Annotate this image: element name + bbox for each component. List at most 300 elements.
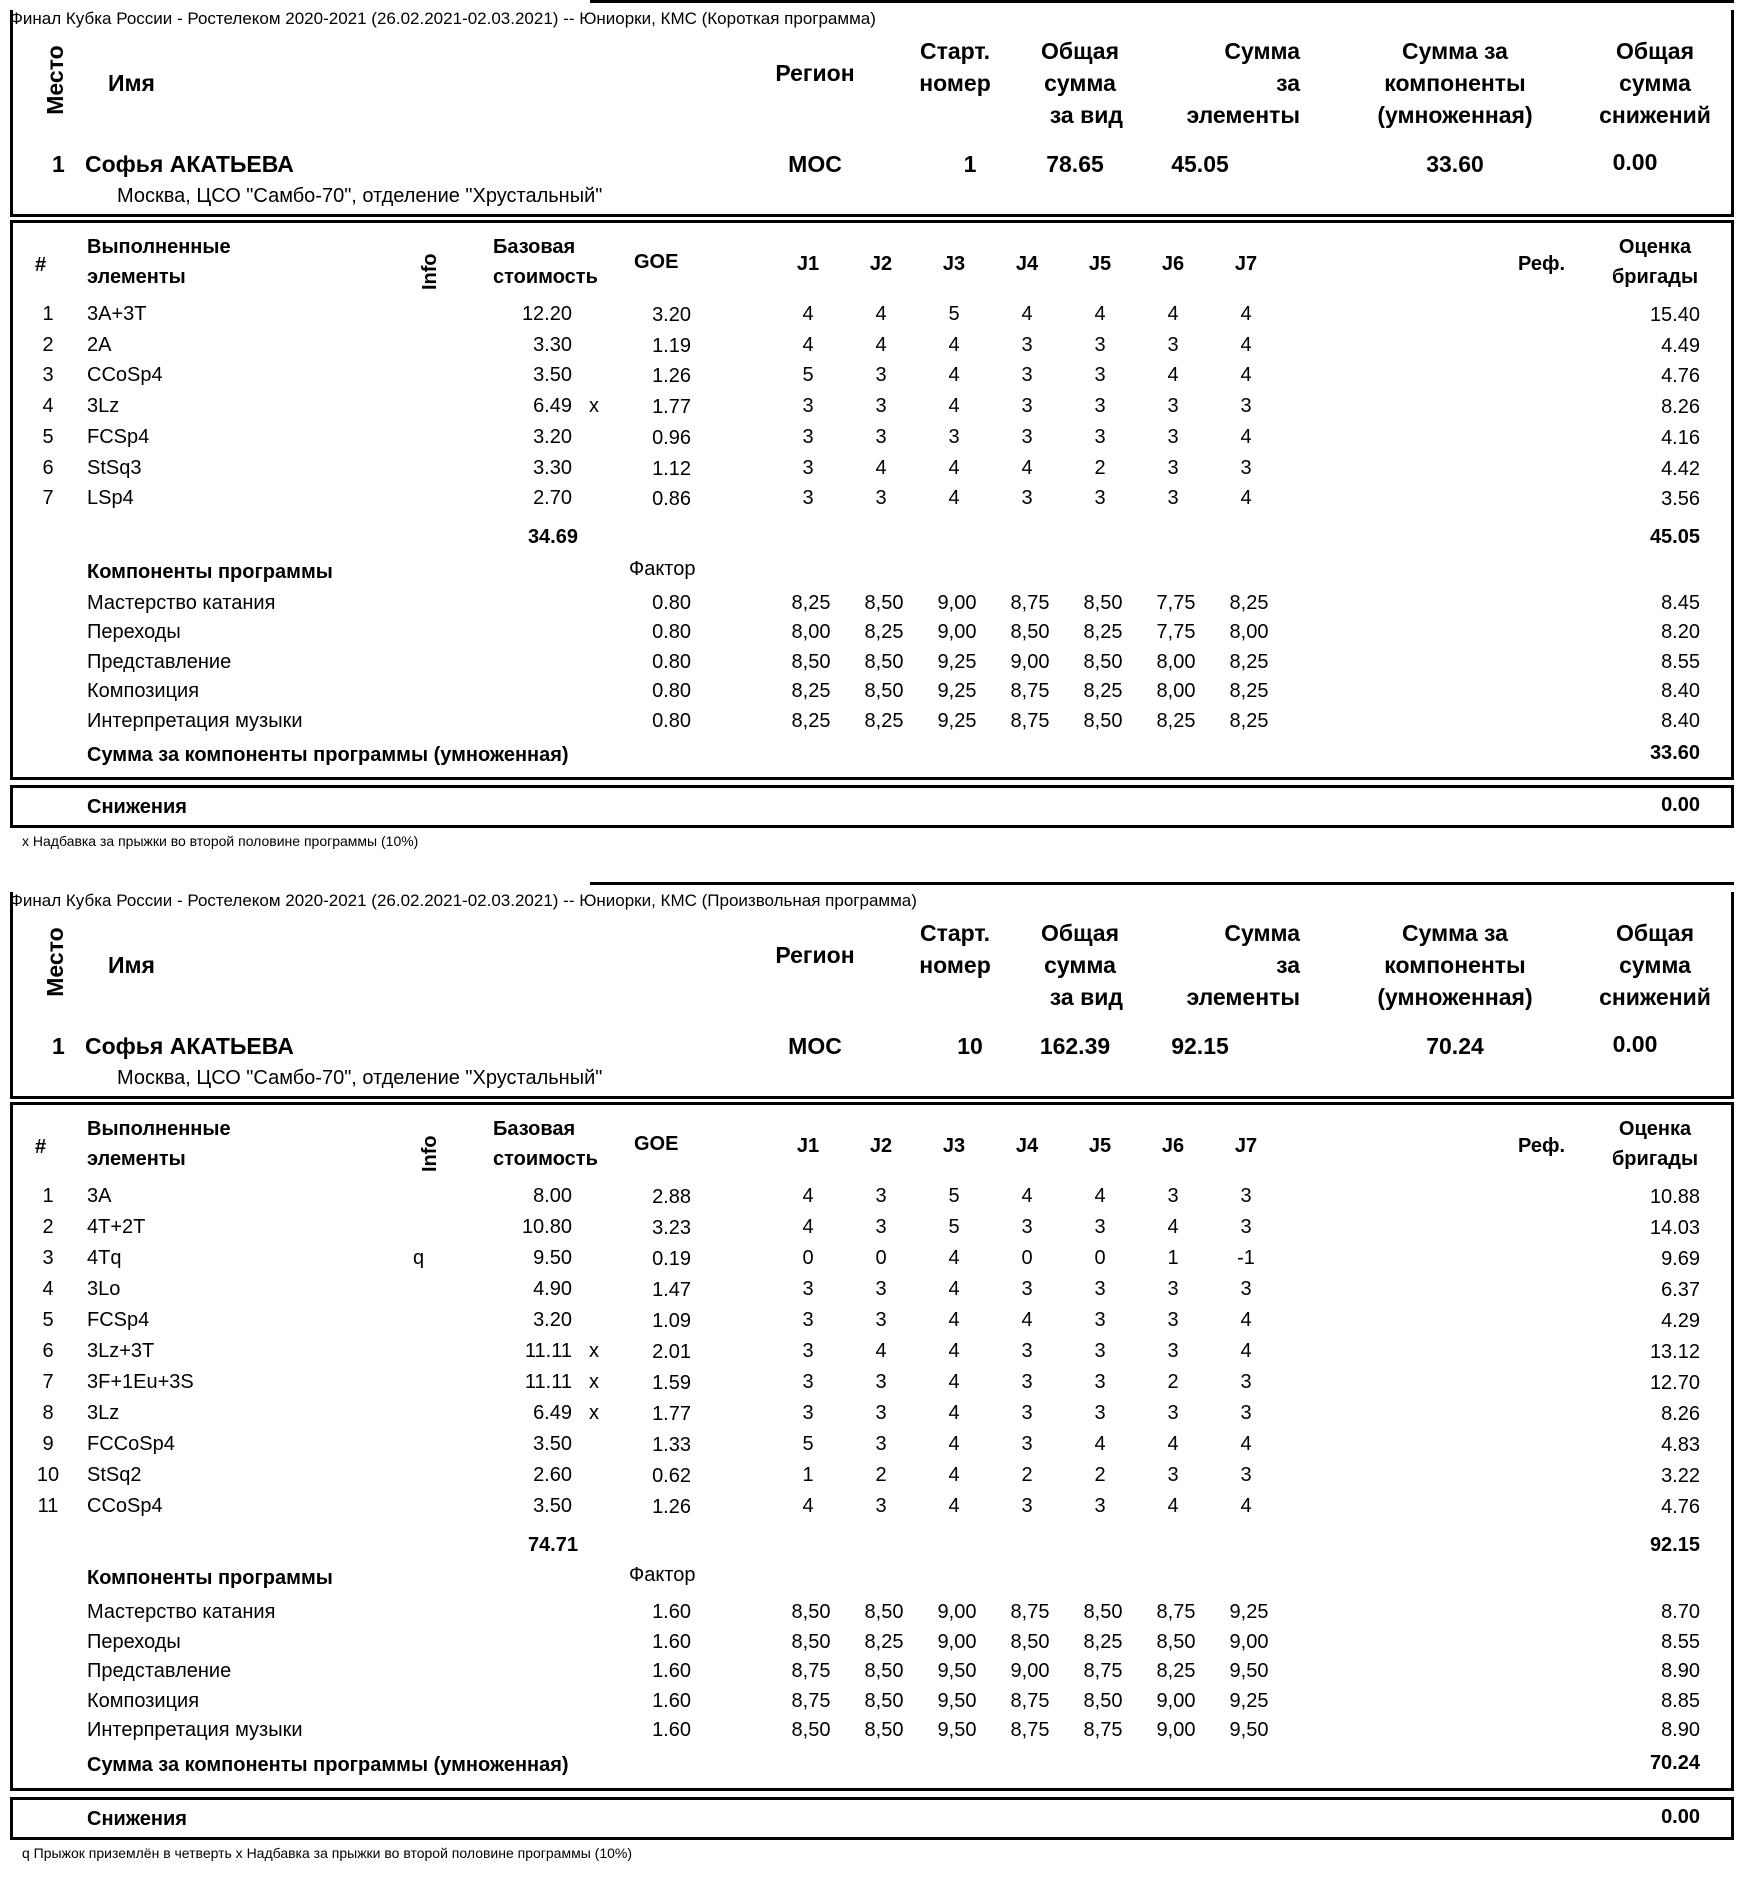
component-judge-mark: 8,75 <box>1010 709 1050 732</box>
skater-components-score: 33.60 <box>1426 151 1484 177</box>
element-judge-mark: 3 <box>1021 1371 1033 1393</box>
element-judge-mark: 3 <box>1094 395 1106 418</box>
component-judge-mark: 8,75 <box>1010 591 1050 614</box>
element-judge-mark: 3 <box>875 395 887 418</box>
element-panel-score: 12.70 <box>1649 1372 1700 1394</box>
element-judge-mark: 3 <box>1094 425 1106 448</box>
panel-header-line: Оценка <box>1618 236 1692 258</box>
component-judge-mark: 8,75 <box>1010 1689 1050 1712</box>
judge-header: J7 <box>1234 1135 1258 1157</box>
element-base-value: 2.60 <box>533 1464 572 1486</box>
element-judge-mark: 3 <box>1240 1464 1252 1486</box>
element-judge-mark: 4 <box>948 1247 960 1269</box>
element-bonus-marker: x <box>589 1402 599 1424</box>
element-judge-mark: 3 <box>875 1495 887 1517</box>
element-goe: 3.23 <box>652 1217 691 1239</box>
element-judge-mark: 3 <box>1240 1185 1252 1207</box>
element-goe: 2.01 <box>652 1341 691 1363</box>
skater-start-number: 10 <box>957 1033 983 1059</box>
goe-header: GOE <box>634 1133 679 1155</box>
component-judge-mark: 8,75 <box>1083 1660 1123 1682</box>
element-number: 7 <box>42 487 54 510</box>
component-panel-score: 8.45 <box>1661 591 1700 614</box>
component-factor: 0.80 <box>652 591 691 614</box>
skater-total-score: 78.65 <box>1046 151 1104 177</box>
element-judge-mark: 4 <box>1167 1433 1179 1455</box>
component-factor: 1.60 <box>652 1630 691 1653</box>
element-code: 3Lz <box>87 395 120 418</box>
panel-header-line: бригады <box>1611 266 1699 288</box>
judge-header: J4 <box>1015 253 1039 275</box>
component-name: Переходы <box>87 1630 181 1653</box>
component-judge-mark: 8,50 <box>791 650 831 673</box>
element-judge-mark: 4 <box>802 1495 814 1517</box>
element-code: 3F+1Eu+3S <box>87 1371 194 1393</box>
component-judge-mark: 8,25 <box>1229 650 1269 673</box>
component-panel-score: 8.55 <box>1661 650 1700 673</box>
element-judge-mark: 4 <box>1167 303 1179 325</box>
panel-header-line: бригады <box>1611 1148 1699 1170</box>
element-number: 2 <box>42 1216 54 1238</box>
element-base-value: 3.20 <box>533 425 572 448</box>
skater-components-score: 70.24 <box>1426 1033 1484 1059</box>
deductions-total-header-line: сумма <box>1619 952 1691 978</box>
element-goe: 0.96 <box>652 426 691 449</box>
element-judge-mark: 3 <box>1094 1278 1106 1300</box>
component-judge-mark: 8,50 <box>1083 709 1123 732</box>
component-name: Композиция <box>87 680 200 703</box>
element-judge-mark: 3 <box>802 456 814 479</box>
element-base-value: 10.80 <box>521 1216 572 1238</box>
element-judge-mark: 5 <box>802 364 814 387</box>
element-judge-mark: 3 <box>1167 1464 1179 1486</box>
element-judge-mark: 3 <box>1167 425 1179 448</box>
skater-total-score: 162.39 <box>1039 1033 1111 1059</box>
element-base-value: 3.30 <box>533 333 572 356</box>
element-judge-mark: 5 <box>948 303 960 325</box>
skater-box-top-border <box>590 0 1734 3</box>
element-judge-mark: 4 <box>1167 1216 1179 1238</box>
total-score-header-line: Общая <box>1041 38 1119 64</box>
element-base-value: 11.11 <box>524 1340 572 1362</box>
component-judge-mark: 8,75 <box>791 1689 831 1712</box>
component-panel-score: 8.40 <box>1661 709 1700 732</box>
elements-score-header-line: элементы <box>1186 984 1300 1010</box>
element-judge-mark: 4 <box>1240 1433 1252 1455</box>
factor-header: Фактор <box>629 1564 696 1586</box>
element-judge-mark: 3 <box>1167 395 1179 418</box>
element-number: 5 <box>42 425 54 448</box>
goe-header: GOE <box>634 251 679 273</box>
component-judge-mark: 9,50 <box>937 1660 977 1682</box>
element-judge-mark: 3 <box>875 1309 887 1331</box>
element-number: 7 <box>42 1371 54 1393</box>
component-judge-mark: 8,75 <box>1156 1601 1196 1623</box>
element-goe: 2.88 <box>652 1186 691 1208</box>
element-judge-mark: 4 <box>948 456 960 479</box>
element-base-value: 3.50 <box>533 1433 572 1455</box>
element-judge-mark: 3 <box>1167 1309 1179 1331</box>
skater-elements-score: 92.15 <box>1171 1033 1229 1059</box>
judge-header: J3 <box>942 253 966 275</box>
deductions-box <box>10 1797 1734 1840</box>
factor-header: Фактор <box>629 557 696 580</box>
component-factor: 0.80 <box>652 650 691 673</box>
component-factor: 0.80 <box>652 680 691 703</box>
element-goe: 1.26 <box>652 1496 691 1518</box>
component-judge-mark: 8,25 <box>1083 621 1123 644</box>
element-panel-score: 4.76 <box>1661 1496 1700 1518</box>
element-judge-mark: 3 <box>1094 333 1106 356</box>
deductions-label: Снижения <box>87 796 187 818</box>
element-panel-score: 8.26 <box>1661 1403 1700 1425</box>
component-factor: 0.80 <box>652 621 691 644</box>
program-components-header: Компоненты программы <box>87 560 333 583</box>
element-judge-mark: 4 <box>1240 1495 1252 1517</box>
element-judge-mark: 3 <box>802 1278 814 1300</box>
element-judge-mark: 2 <box>1094 1464 1106 1486</box>
element-judge-mark: 3 <box>1167 1340 1179 1362</box>
element-number: 10 <box>36 1464 60 1486</box>
judge-header: J2 <box>869 253 893 275</box>
element-goe: 1.12 <box>652 457 691 480</box>
component-name: Интерпретация музыки <box>87 709 303 732</box>
component-judge-mark: 8,00 <box>1156 650 1196 673</box>
skater-start-number: 1 <box>963 151 977 177</box>
component-panel-score: 8.85 <box>1661 1689 1700 1712</box>
element-judge-mark: 3 <box>802 1340 814 1362</box>
protocol-header: Финал Кубка России - Ростелеком 2020-2021 (26.02.2021-02.03.2021) -- Юниорки, КМС (Произвольная программа) <box>10 891 917 910</box>
component-judge-mark: 8,25 <box>1229 591 1269 614</box>
component-judge-mark: 9,00 <box>1010 650 1050 673</box>
skater-region: MOC <box>788 1033 842 1059</box>
component-judge-mark: 8,50 <box>864 650 904 673</box>
element-judge-mark: 4 <box>875 333 887 356</box>
element-judge-mark: 4 <box>1240 487 1252 510</box>
total-score-header-line: за вид <box>1049 984 1123 1010</box>
element-panel-score: 3.22 <box>1661 1465 1700 1487</box>
element-judge-mark: 4 <box>948 1495 960 1517</box>
element-judge-mark: 4 <box>1021 456 1033 479</box>
element-judge-mark: 3 <box>1240 1216 1252 1238</box>
component-factor: 1.60 <box>652 1601 691 1623</box>
element-number: 1 <box>42 1185 54 1207</box>
element-judge-mark: 4 <box>1240 1340 1252 1362</box>
element-number: 6 <box>42 456 54 479</box>
component-factor: 0.80 <box>652 709 691 732</box>
judge-header: J2 <box>869 1135 893 1157</box>
region-header: Регион <box>775 942 855 968</box>
base-value-total: 34.69 <box>527 525 578 548</box>
elements-score-header-line: элементы <box>1186 102 1300 128</box>
element-base-value: 4.90 <box>533 1278 572 1300</box>
element-goe: 0.19 <box>652 1248 691 1270</box>
element-judge-mark: 3 <box>875 1216 887 1238</box>
element-panel-score: 15.40 <box>1649 304 1700 326</box>
element-judge-mark: 3 <box>1240 395 1252 418</box>
element-judge-mark: 2 <box>1167 1371 1179 1393</box>
element-judge-mark: 3 <box>1021 364 1033 387</box>
element-panel-score: 6.37 <box>1661 1279 1700 1301</box>
component-judge-mark: 8,50 <box>864 591 904 614</box>
element-judge-mark: 4 <box>1240 425 1252 448</box>
element-judge-mark: 4 <box>1094 1185 1106 1207</box>
component-judge-mark: 7,75 <box>1156 621 1196 644</box>
element-judge-mark: 4 <box>875 303 887 325</box>
element-judge-mark: 4 <box>1094 1433 1106 1455</box>
element-goe: 3.20 <box>652 304 691 326</box>
component-panel-score: 8.90 <box>1661 1660 1700 1682</box>
component-name: Переходы <box>87 621 181 644</box>
element-panel-score: 13.12 <box>1649 1341 1700 1363</box>
element-judge-mark: 3 <box>1094 1216 1106 1238</box>
components-score-header-line: (умноженная) <box>1377 102 1533 128</box>
executed-header-line: Выполненные <box>87 1118 231 1140</box>
element-panel-score: 4.29 <box>1661 1310 1700 1332</box>
component-judge-mark: 8,50 <box>864 1601 904 1623</box>
element-number: 3 <box>42 1247 54 1269</box>
judge-header: J4 <box>1015 1135 1039 1157</box>
base-header-line: Базовая <box>493 1118 576 1140</box>
components-sum-value: 33.60 <box>1649 742 1700 765</box>
element-judge-mark: 3 <box>1094 1340 1106 1362</box>
element-judge-mark: 4 <box>802 333 814 356</box>
element-base-value: 3.50 <box>533 1495 572 1517</box>
footnote: x Надбавка за прыжки во второй половине программы (10%) <box>22 833 419 849</box>
component-panel-score: 8.70 <box>1661 1601 1700 1623</box>
element-judge-mark: 4 <box>948 333 960 356</box>
element-number: 2 <box>42 333 54 356</box>
element-panel-score: 4.49 <box>1661 334 1700 357</box>
element-judge-mark: 4 <box>1167 364 1179 387</box>
component-judge-mark: 8,25 <box>1156 709 1196 732</box>
elements-score-header-line: Сумма <box>1224 38 1300 64</box>
element-judge-mark: 4 <box>802 303 814 325</box>
program-components-header: Компоненты программы <box>87 1567 333 1589</box>
element-goe: 1.26 <box>652 365 691 388</box>
element-info: q <box>413 1247 425 1269</box>
component-factor: 1.60 <box>652 1660 691 1682</box>
component-judge-mark: 8,50 <box>864 1719 904 1741</box>
executed-header-line: элементы <box>87 266 186 288</box>
component-judge-mark: 9,00 <box>937 591 977 614</box>
element-code: 3Lz+3T <box>87 1340 155 1362</box>
info-header: Info <box>419 253 441 290</box>
footnote: q Прыжок приземлён в четверть x Надбавка за прыжки во второй половине программы (10%) <box>22 1845 633 1861</box>
element-judge-mark: 0 <box>1094 1247 1106 1269</box>
element-judge-mark: 2 <box>1021 1464 1033 1486</box>
component-judge-mark: 7,75 <box>1156 591 1196 614</box>
component-judge-mark: 8,25 <box>864 621 904 644</box>
component-panel-score: 8.90 <box>1661 1719 1700 1741</box>
component-judge-mark: 9,50 <box>1229 1719 1269 1741</box>
element-judge-mark: 3 <box>1167 487 1179 510</box>
element-bonus-marker: x <box>589 395 599 418</box>
components-score-header-line: компоненты <box>1384 70 1526 96</box>
component-panel-score: 8.20 <box>1661 621 1700 644</box>
component-judge-mark: 8,50 <box>1083 1601 1123 1623</box>
component-judge-mark: 8,50 <box>864 680 904 703</box>
deductions-box <box>10 785 1734 828</box>
component-judge-mark: 9,00 <box>1156 1719 1196 1741</box>
components-score-header-line: компоненты <box>1384 952 1526 978</box>
components-score-header-line: Сумма за <box>1402 38 1508 64</box>
element-judge-mark: 3 <box>1240 1278 1252 1300</box>
component-factor: 1.60 <box>652 1689 691 1712</box>
element-base-value: 3.50 <box>533 364 572 387</box>
component-judge-mark: 8,25 <box>1083 1630 1123 1653</box>
element-judge-mark: 4 <box>948 1402 960 1424</box>
element-code: FCSp4 <box>87 1309 150 1331</box>
element-judge-mark: 4 <box>948 1309 960 1331</box>
executed-header-line: элементы <box>87 1148 186 1170</box>
component-judge-mark: 9,00 <box>1156 1689 1196 1712</box>
component-judge-mark: 8,75 <box>1010 1719 1050 1741</box>
element-judge-mark: 3 <box>1094 1495 1106 1517</box>
element-panel-score: 4.42 <box>1661 457 1700 480</box>
element-judge-mark: 3 <box>1094 487 1106 510</box>
skater-elements-score: 45.05 <box>1171 151 1229 177</box>
deductions-total-header-line: Общая <box>1616 38 1694 64</box>
element-code: CCoSp4 <box>87 364 163 387</box>
element-judge-mark: 3 <box>1021 1402 1033 1424</box>
skater-name: Софья АКАТЬЕВА <box>85 151 294 177</box>
element-panel-score: 3.56 <box>1661 488 1700 511</box>
element-base-value: 8.00 <box>533 1185 572 1207</box>
element-bonus-marker: x <box>589 1340 599 1362</box>
start-number-header-line: номер <box>919 952 991 978</box>
element-judge-mark: 4 <box>948 1433 960 1455</box>
elements-score-header-line: за <box>1276 952 1300 978</box>
component-factor: 1.60 <box>652 1719 691 1741</box>
element-judge-mark: 3 <box>1021 333 1033 356</box>
protocol-free-program <box>0 882 1744 1861</box>
element-base-value: 6.49 <box>533 395 572 418</box>
component-judge-mark: 8,00 <box>1229 621 1269 644</box>
element-goe: 1.47 <box>652 1279 691 1301</box>
elements-total: 92.15 <box>1649 1534 1700 1556</box>
component-judge-mark: 9,00 <box>937 1630 977 1653</box>
skater-deductions: 0.00 <box>1612 149 1658 175</box>
element-judge-mark: 3 <box>1167 1278 1179 1300</box>
judge-header: J6 <box>1161 253 1185 275</box>
element-judge-mark: 3 <box>875 1433 887 1455</box>
element-code: LSp4 <box>87 487 134 510</box>
components-sum-label: Сумма за компоненты программы (умноженная) <box>87 744 569 767</box>
num-header: # <box>35 254 47 276</box>
component-judge-mark: 8,50 <box>864 1660 904 1682</box>
element-judge-mark: 3 <box>1240 1371 1252 1393</box>
element-code: 3Lo <box>87 1278 121 1300</box>
element-panel-score: 4.16 <box>1661 426 1700 449</box>
element-judge-mark: 3 <box>1021 1340 1033 1362</box>
element-judge-mark: 5 <box>948 1216 960 1238</box>
component-name: Представление <box>87 650 232 673</box>
deductions-total-header-line: снижений <box>1599 102 1711 128</box>
element-judge-mark: 3 <box>1094 364 1106 387</box>
skater-club: Москва, ЦСО "Самбо-70", отделение "Хрустальный" <box>117 185 603 207</box>
element-goe: 1.19 <box>652 334 691 357</box>
components-sum-value: 70.24 <box>1649 1751 1700 1774</box>
component-judge-mark: 9,00 <box>1229 1630 1269 1653</box>
element-judge-mark: 4 <box>1240 1309 1252 1331</box>
element-judge-mark: 3 <box>875 425 887 448</box>
component-judge-mark: 9,50 <box>937 1689 977 1712</box>
place-header: Место <box>42 927 68 997</box>
element-number: 1 <box>42 303 54 325</box>
skater-region: MOC <box>788 151 842 177</box>
element-code: FCSp4 <box>87 425 150 448</box>
element-judge-mark: 4 <box>802 1185 814 1207</box>
component-judge-mark: 8,50 <box>864 1689 904 1712</box>
element-goe: 1.33 <box>652 1434 691 1456</box>
element-judge-mark: 4 <box>948 1371 960 1393</box>
element-code: StSq3 <box>87 456 142 479</box>
element-judge-mark: 4 <box>948 395 960 418</box>
component-name: Мастерство катания <box>87 591 276 614</box>
element-judge-mark: 2 <box>1094 456 1106 479</box>
total-score-header-line: Общая <box>1041 920 1119 946</box>
element-judge-mark: 0 <box>875 1247 887 1269</box>
panel-header-line: Оценка <box>1618 1118 1692 1140</box>
elements-score-header-line: Сумма <box>1224 920 1300 946</box>
judge-header: J7 <box>1234 253 1258 275</box>
element-goe: 0.62 <box>652 1465 691 1487</box>
element-code: CCoSp4 <box>87 1495 163 1517</box>
component-judge-mark: 8,25 <box>1229 680 1269 703</box>
skater-name: Софья АКАТЬЕВА <box>85 1033 294 1059</box>
element-judge-mark: 3 <box>1167 1402 1179 1424</box>
element-number: 6 <box>42 1340 54 1362</box>
element-panel-score: 8.26 <box>1661 396 1700 419</box>
base-header-line: стоимость <box>493 266 598 288</box>
component-judge-mark: 8,00 <box>791 621 831 644</box>
skater-place: 1 <box>52 151 65 177</box>
component-judge-mark: 8,75 <box>1010 680 1050 703</box>
element-judge-mark: 4 <box>948 487 960 510</box>
element-judge-mark: 4 <box>1021 303 1033 325</box>
element-goe: 1.77 <box>652 1403 691 1425</box>
element-judge-mark: 3 <box>1021 1433 1033 1455</box>
total-score-header-line: за вид <box>1049 102 1123 128</box>
judge-header: J3 <box>942 1135 966 1157</box>
component-judge-mark: 9,25 <box>1229 1601 1269 1623</box>
component-judge-mark: 8,50 <box>1010 1630 1050 1653</box>
element-goe: 0.86 <box>652 488 691 511</box>
component-judge-mark: 8,50 <box>791 1601 831 1623</box>
element-judge-mark: 3 <box>875 364 887 387</box>
element-judge-mark: 3 <box>1094 1402 1106 1424</box>
total-score-header-line: сумма <box>1044 70 1116 96</box>
component-judge-mark: 8,50 <box>1010 621 1050 644</box>
element-judge-mark: 4 <box>1240 303 1252 325</box>
base-header-line: Базовая <box>493 236 576 258</box>
element-judge-mark: 3 <box>875 1371 887 1393</box>
element-panel-score: 4.83 <box>1661 1434 1700 1456</box>
deductions-total-header-line: сумма <box>1619 70 1691 96</box>
ref-header: Реф. <box>1518 1135 1566 1157</box>
element-judge-mark: 4 <box>948 1464 960 1486</box>
component-judge-mark: 8,25 <box>1229 709 1269 732</box>
component-judge-mark: 8,75 <box>1010 1601 1050 1623</box>
component-judge-mark: 8,25 <box>1156 1660 1196 1682</box>
element-judge-mark: 4 <box>802 1216 814 1238</box>
component-judge-mark: 8,25 <box>864 1630 904 1653</box>
element-judge-mark: 4 <box>1094 303 1106 325</box>
component-judge-mark: 9,00 <box>937 1601 977 1623</box>
base-value-total: 74.71 <box>527 1534 578 1556</box>
element-number: 11 <box>37 1495 59 1517</box>
